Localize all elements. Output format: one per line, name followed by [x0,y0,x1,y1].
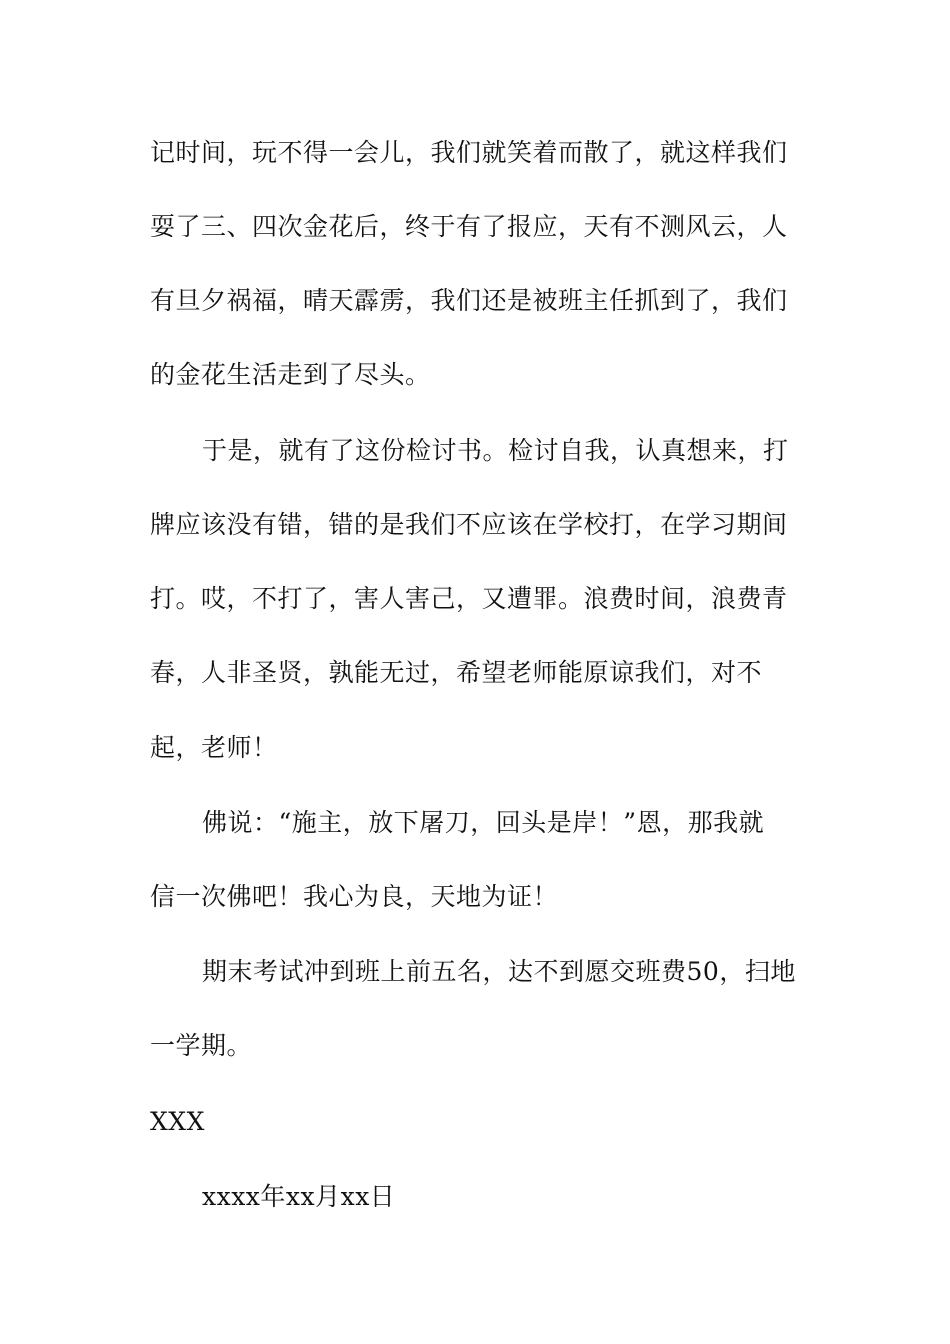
text-line: 起，老师！ [150,733,278,762]
signature: XXX [150,1107,205,1136]
date-line: xxxx年xx月xx日 [202,1182,396,1211]
text-line: 有旦夕祸福，晴天霹雳，我们还是被班主任抓到了，我们 [150,286,788,315]
paragraph-start-line: 于是，就有了这份检讨书。检讨自我，认真想来，打 [202,436,789,465]
paragraph-start-line: 期末考试冲到班上前五名，达不到愿交班费50，扫地 [202,957,796,986]
text-line: 的金花生活走到了尽头。 [150,360,431,389]
paragraph-start-line: 佛说：“施主，放下屠刀，回头是岸！”恩，那我就 [202,808,765,837]
text-line: 一学期。 [150,1031,253,1060]
text-line: 信一次佛吧！我心为良，天地为证！ [150,882,559,911]
text-line: 春，人非圣贤，孰能无过，希望老师能原谅我们，对不 [150,658,763,687]
text-line: 记时间，玩不得一会儿，我们就笑着而散了，就这样我们 [150,138,788,167]
text-line: 打。哎，不打了，害人害己，又遭罪。浪费时间，浪费青 [150,584,788,613]
text-line: 牌应该没有错，错的是我们不应该在学校打，在学习期间 [150,510,788,539]
text-line: 耍了三、四次金花后，终于有了报应，天有不测风云，人 [150,212,788,241]
